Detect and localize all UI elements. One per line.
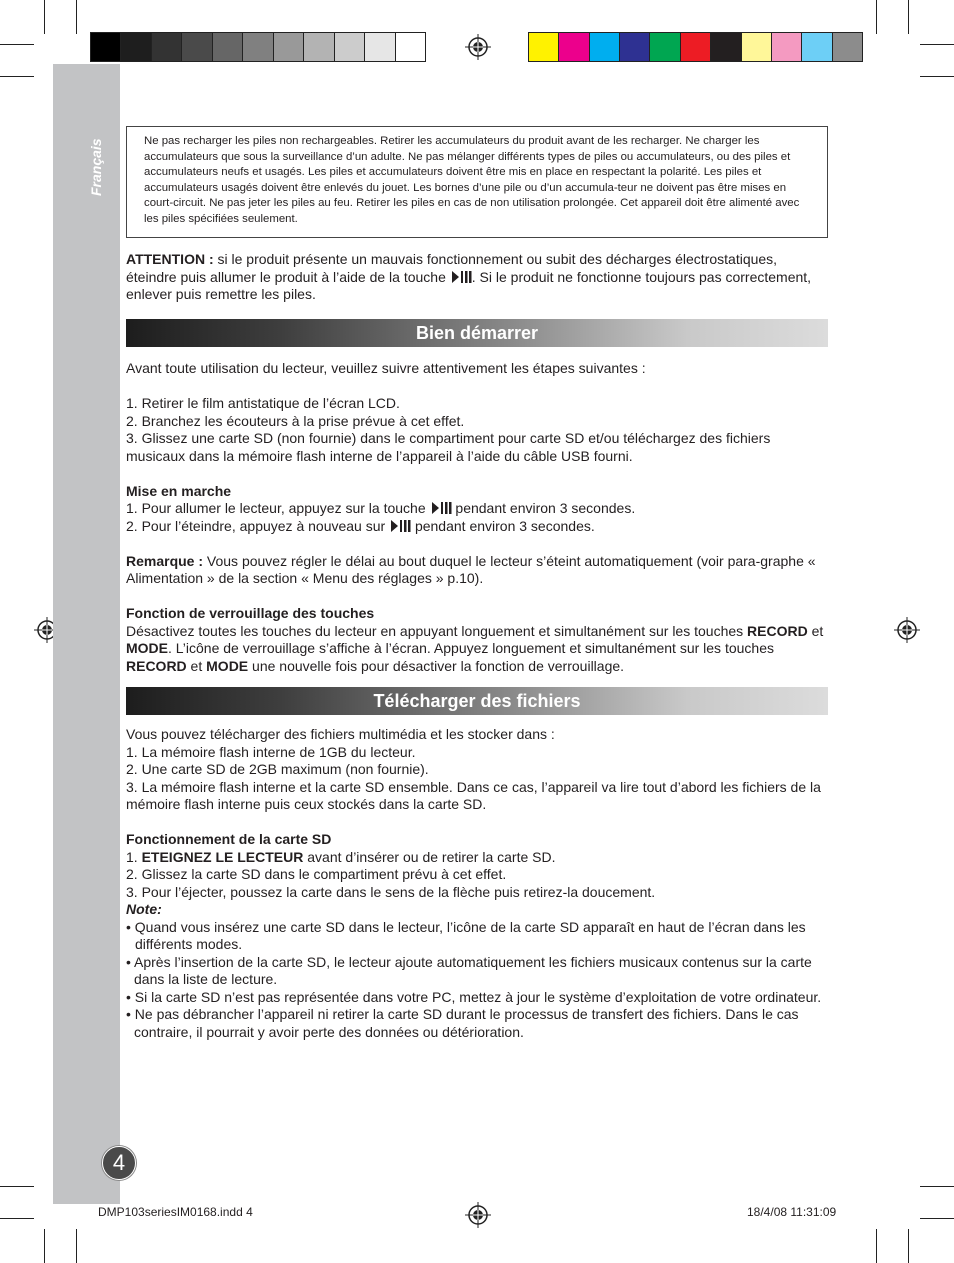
color-swatch [650,33,680,61]
language-label [88,128,128,208]
list-item: 3. La mémoire flash interne et la carte SD ensemble. Dans ce cas, l’appareil va lire tout d’abord les fichiers de la mémoire flash interne puis ceux stockés dans la carte SD. [126,778,821,812]
subheading: Fonction de verrouillage des touches [126,605,375,621]
mode-key-label: MODE [206,657,249,674]
record-key-label: RECORD [126,657,187,674]
crop-mark [0,76,34,77]
power-text: 1. Pour allumer le lecteur, appuyez sur la touche [126,500,430,516]
sd-step-text: avant d’insérer ou de retirer la carte SD. [303,848,556,865]
color-swatch [304,33,334,61]
note-item: • Quand vous insérez une carte SD dans le lecteur, l’icône de la carte SD apparaît en haut de l’écran dans les différents modes. [126,918,806,952]
sd-step-bold: ETEIGNEZ LE LECTEUR [141,848,304,865]
section-title: Télécharger des fichiers [373,691,581,711]
crop-mark [44,0,45,34]
subheading: Mise en marche [126,482,232,499]
color-bar [528,32,863,62]
attention-paragraph [126,251,830,304]
play-pause-icon [450,270,472,284]
crop-mark [920,1186,954,1187]
color-swatch [152,33,182,61]
crop-mark [0,1186,34,1187]
remark-text: Vous pouvez régler le délai au bout duquel le lecteur s’éteint automatiquement (voir para-graphe « Alimentation » de la section « Menu des réglages » p.10). [126,552,816,586]
footer-filename: DMP103seriesIM0168.indd 4 [98,1205,253,1219]
crop-mark [76,1229,77,1263]
lock-text: une nouvelle fois pour désactiver la fonction de verrouillage. [248,657,625,674]
lock-text: . L’icône de verrouillage s’affiche à l’écran. Appuyez longuement et simultanément sur les touches [168,640,774,656]
color-swatch [121,33,151,61]
note-item: • Après l’insertion de la carte SD, le lecteur ajoute automatiquement les fichiers musicaux contenus sur la carte dans la liste de lecture. [126,953,812,987]
list-item: 2. Une carte SD de 2GB maximum (non fournie). [126,761,429,777]
play-pause-icon [389,519,411,533]
battery-warning-box: Ne pas recharger les piles non rechargeables. Retirer les accumulateurs du produit avant de les recharger. Ne charger les accumulateurs que sous la surveillance d’un adulte. Ne pas mélanger différents types de piles ou accumulateurs, ou des piles et accumulateurs neufs et usagés. Les piles et accumulateurs doivent être mis en place en respectant la polarité. Les piles et accumulateurs usagés doivent être enlevés du jouet. Les bornes d’une pile ou d’un accumula-teur ne doivent pas être mises en court-circuit. Ne pas jeter les piles au feu. Retirer les piles en cas de non utilisation prolongée. Cet appareil doit être alimenté avec les piles spécifiées seulement. [126,126,828,238]
crop-mark [876,0,877,34]
registration-mark-icon [465,34,491,60]
color-swatch [274,33,304,61]
color-swatch [590,33,620,61]
color-swatch [182,33,212,61]
color-swatch [620,33,650,61]
attention-text-end: . Si le produit ne fonctionne toujours pas correctement, enlever puis remettre les piles. [126,268,812,302]
crop-mark [876,1229,877,1263]
record-key-label: RECORD [747,622,808,639]
play-pause-icon [430,501,452,515]
section1-body [126,360,830,675]
footer-datetime: 18/4/08 11:31:09 [747,1205,837,1219]
crop-mark [920,44,954,45]
color-swatch [365,33,395,61]
step-item: 1. Retirer le film antistatique de l’écran LCD. [126,395,400,411]
section-header-bien-demarrer [126,319,828,347]
note-item: • Ne pas débrancher l’appareil ni retirer la carte SD durant le processus de transfert des fichiers. Dans le cas contraire, il pourrait y avoir perte des données ou détérioration. [126,1006,799,1040]
section-title: Bien démarrer [415,323,539,343]
crop-mark [44,1229,45,1263]
crop-mark [908,0,909,34]
color-swatch [335,33,365,61]
step-item: 3. Glissez une carte SD (non fournie) dans le compartiment pour carte SD et/ou téléchargez des fichiers musicaux dans la mémoire flash interne de l’appareil à l’aide du câble USB fourni. [126,430,771,464]
color-swatch [243,33,273,61]
color-swatch [559,33,589,61]
lock-text: Désactivez toutes les touches du lecteur en appuyant longuement et simultanément sur les touches [126,622,748,639]
crop-mark [0,1218,34,1219]
mode-key-label: MODE [126,640,168,656]
list-item: 1. La mémoire flash interne de 1GB du lecteur. [126,743,416,760]
grayscale-bar [90,32,426,62]
color-swatch [213,33,243,61]
color-swatch [802,33,832,61]
note-label: Note: [126,901,162,917]
color-swatch [711,33,741,61]
color-swatch [833,33,862,61]
sd-step-number: 1. [126,848,142,865]
crop-mark [920,1218,954,1219]
color-swatch [681,33,711,61]
crop-mark [76,0,77,34]
page-number: 4 [102,1146,136,1180]
section-header-telecharger [126,687,828,715]
remark-label: Remarque : [126,552,204,569]
note-item: • Si la carte SD n’est pas représentée dans votre PC, mettez à jour le système d’exploitation de votre ordinateur. [126,988,822,1005]
sd-step: 2. Glissez la carte SD dans le compartiment prévu à cet effet. [126,866,507,882]
registration-mark-icon [894,617,920,643]
power-text: pendant environ 3 secondes. [411,517,595,534]
sidebar [53,64,120,1204]
power-text: 2. Pour l’éteindre, appuyez à nouveau sur [126,517,390,534]
lock-text: et [186,657,207,674]
registration-mark-icon [465,1202,491,1228]
language-text: Français [88,138,104,196]
power-text: pendant environ 3 secondes. [451,500,636,516]
subheading: Fonctionnement de la carte SD [126,831,332,847]
crop-mark [908,1229,909,1263]
color-swatch [742,33,772,61]
crop-mark [920,76,954,77]
attention-label: ATTENTION : [126,251,214,267]
color-swatch [772,33,802,61]
lock-text: et [807,622,824,639]
section2-body [126,726,830,1041]
sd-step: 3. Pour l’éjecter, poussez la carte dans le sens de la flèche puis retirez-la doucement. [126,883,656,900]
color-swatch [91,33,121,61]
crop-mark [0,44,34,45]
intro-text: Avant toute utilisation du lecteur, veuillez suivre attentivement les étapes suivantes : [126,360,646,376]
attention-text: si le produit présente un mauvais fonctionnement ou subit des décharges électrostatiques, éteindre puis allumer le produit à l’aide de la touche [126,251,778,285]
color-swatch [529,33,559,61]
intro-text: Vous pouvez télécharger des fichiers multimédia et les stocker dans : [126,726,555,742]
color-swatch [396,33,425,61]
step-item: 2. Branchez les écouteurs à la prise prévue à cet effet. [126,412,465,429]
